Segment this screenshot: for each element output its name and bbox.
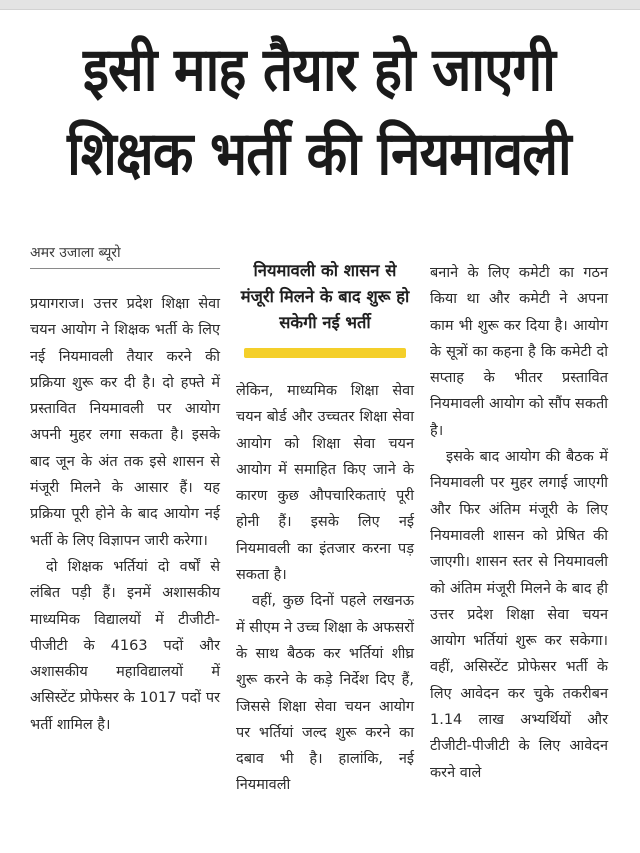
paragraph: बनाने के लिए कमेटी का गठन किया था और कमेटी ने अपना काम भी शुरू कर दिया है। आयोग के सूत्रों का कहना है कि कमेटी दो सप्ताह के भीतर प्रस्तावित नियमावली आयोग को सौंप सकती है। [430,265,608,439]
paragraph: इसके बाद आयोग की बैठक में नियमावली पर मुहर लगाई जाएगी और फिर अंतिम मंजूरी के लिए नियमावली शासन को प्रेषित की जाएगी। शासन स्तर से नियमावली को अंतिम मंजूरी मिलने के बाद ही उत्तर प्रदेश शिक्षा सेवा चयन आयोग भर्तियां शुरू कर सकेगा। वहीं, असिस्टेंट प्रोफेसर भर्ती के लिए आवेदन कर चुके तकरीबन 1.14 लाख अभ्यर्थियों और टीजीटी-पीजीटी के लिए आवेदन करने वाले [430,449,608,781]
paragraph: लेकिन, माध्यमिक शिक्षा सेवा चयन बोर्ड और उच्चतर शिक्षा सेवा आयोग को शिक्षा सेवा चयन आयोग में समाहित किए जाने के कारण कुछ औपचारिकताएं पूरी होनी हैं। इसके लिए नई नियमावली का इंतजार करना पड़ सकता है। [236,383,414,584]
article-column-1 [30,242,220,738]
byline: अमर उजाला ब्यूरो [30,242,220,269]
article-column-3 [430,242,608,786]
headline-line-1: इसी माह तैयार हो जाएगी [82,35,556,105]
accent-rule [244,348,406,358]
article-headline [63,28,575,196]
subheadline: नियमावली को शासन से मंजूरी मिलने के बाद शुरू हो सकेगी नई भर्ती [240,261,410,332]
paragraph: दो शिक्षक भर्तियां दो वर्षों से लंबित पड़ी हैं। इनमें अशासकीय माध्यमिक विद्यालयों में टीजीटी-पीजीटी के 4163 पदों और अशासकीय महाविद्यालयों में असिस्टेंट प्रोफेसर के 1017 पदों पर भर्ती शामिल है। [30,558,220,733]
paragraph: वहीं, कुछ दिनों पहले लखनऊ में सीएम ने उच्च शिक्षा के अफसरों के साथ बैठक कर भर्तियां शीघ्र शुरू करने के कड़े निर्देश दिए हैं, जिससे शिक्षा सेवा चयन आयोग पर भर्तियां जल्द शुरू करने का दबाव भी है। हालांकि, नई नियमावली [236,593,414,794]
newspaper-clipping [28,10,610,853]
article-column-2 [236,242,414,799]
headline-line-2: शिक्षक भर्ती की नियमावली [67,119,571,189]
viewer-top-bar [0,0,640,10]
paragraph: प्रयागराज। उत्तर प्रदेश शिक्षा सेवा चयन आयोग ने शिक्षक भर्ती के लिए नई नियमावली तैयार करने की प्रक्रिया शुरू कर दी है। दो हफ्ते में प्रस्तावित नियमावली पर आयोग अपनी मुहर लगा सकता है। इसके बाद जून के अंत तक इसे शासन से मंजूरी मिलने के आसार हैं। यह प्रक्रिया पूरी होने के बाद आयोग नई भर्ती के लिए विज्ञापन जारी करेगा। [30,296,220,549]
